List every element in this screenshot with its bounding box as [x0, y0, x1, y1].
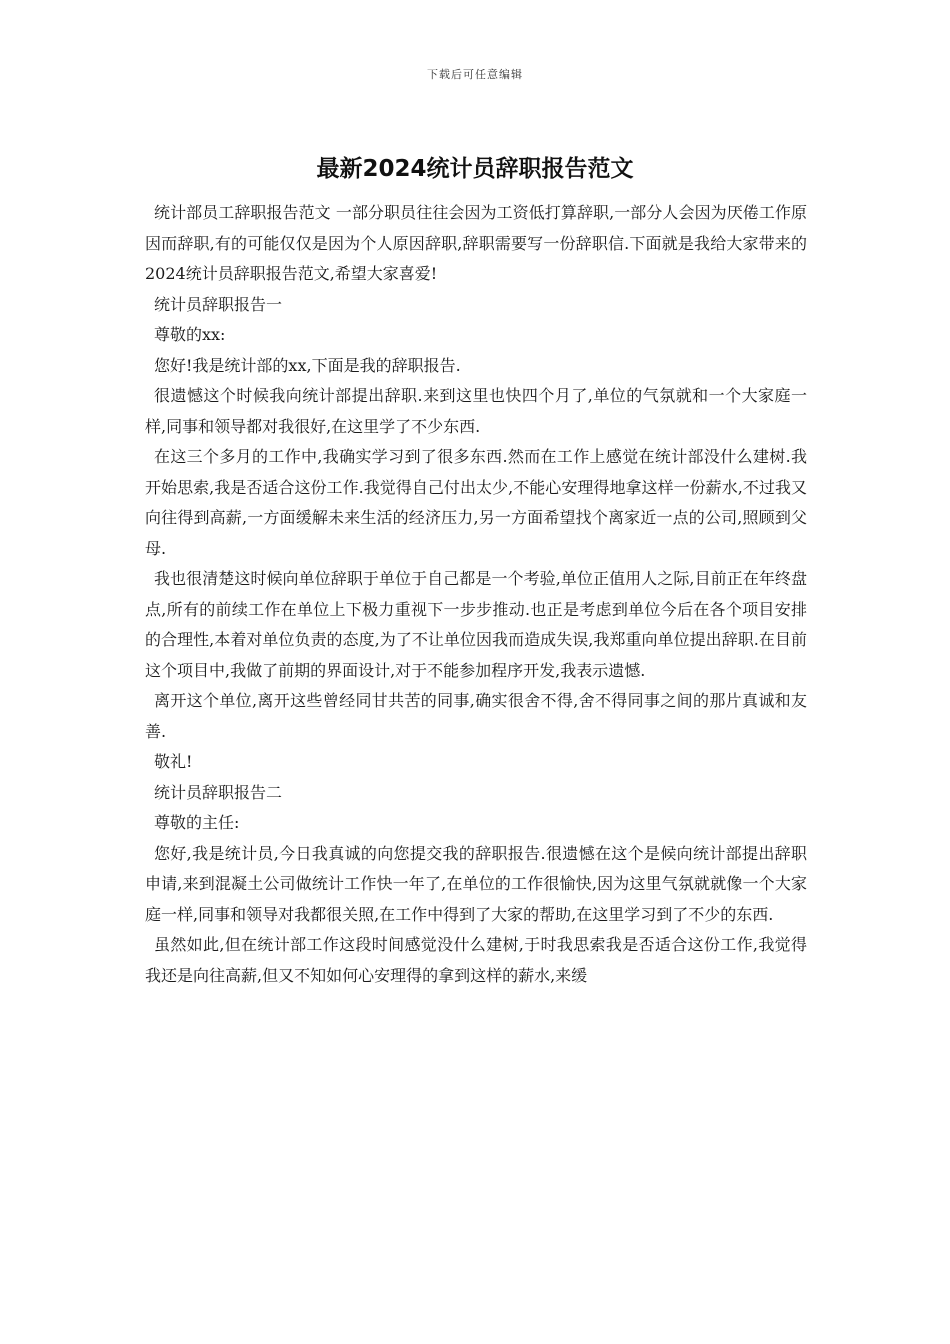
section-heading-2: 统计员辞职报告二 [154, 782, 283, 802]
salutation-1: 尊敬的xx: [154, 325, 226, 344]
closing-1: 敬礼! [154, 752, 193, 771]
document-body [145, 198, 807, 991]
paragraph-body: 我也很清楚这时候向单位辞职于单位于自己都是一个考验,单位正值用人之际,目前正在年终盘点,所有的前续工作在单位上下极力重视下一步步推动.也正是考虑到单位今后在各个项目安排的合理性,本着对单位负责的态度,为了不让单位因我而造成失误,我郑重向单位提出辞职.在目前这个项目中,我做了前期的界面设计,对于不能参加程序开发,我表示遗憾. [145, 569, 807, 680]
paragraph-greeting-1: 您好!我是统计部的xx,下面是我的辞职报告. [154, 355, 461, 375]
document-title: 最新2024统计员辞职报告范文 [316, 156, 634, 182]
header-note: 下载后可任意编辑 [427, 68, 523, 81]
section-heading-1: 统计员辞职报告一 [154, 294, 283, 314]
paragraph-body: 虽然如此,但在统计部工作这段时间感觉没什么建树,于时我思索我是否适合这份工作,我觉得我还是向往高薪,但又不知如何心安理得的拿到这样的薪水,来缓 [145, 935, 807, 985]
paragraph-body: 您好,我是统计员,今日我真诚的向您提交我的辞职报告.很遗憾在这个是候向统计部提出辞职申请,来到混凝土公司做统计工作快一年了,在单位的工作很愉快,因为这里气氛就就像一个大家庭一样,同事和领导对我都很关照,在工作中得到了大家的帮助,在这里学习到了不少的东西. [145, 843, 807, 924]
paragraph-body: 离开这个单位,离开这些曾经同甘共苦的同事,确实很舍不得,舍不得同事之间的那片真诚和友善. [145, 691, 807, 741]
paragraph-body: 在这三个多月的工作中,我确实学习到了很多东西.然而在工作上感觉在统计部没什么建树.我开始思索,我是否适合这份工作.我觉得自己付出太少,不能心安理得地拿这样一份薪水,不过我又向往得到高薪,一方面缓解未来生活的经济压力,另一方面希望找个离家近一点的公司,照顾到父母. [145, 447, 807, 558]
paragraph-intro: 统计部员工辞职报告范文 一部分职员往往会因为工资低打算辞职,一部分人会因为厌倦工作原因而辞职,有的可能仅仅是因为个人原因辞职,辞职需要写一份辞职信.下面就是我给大家带来的2024统计员辞职报告范文,希望大家喜爱! [145, 203, 807, 283]
paragraph-body: 很遗憾这个时候我向统计部提出辞职.来到这里也快四个月了,单位的气氛就和一个大家庭一样,同事和领导都对我很好,在这里学了不少东西. [145, 386, 807, 436]
salutation-2: 尊敬的主任: [154, 813, 240, 832]
